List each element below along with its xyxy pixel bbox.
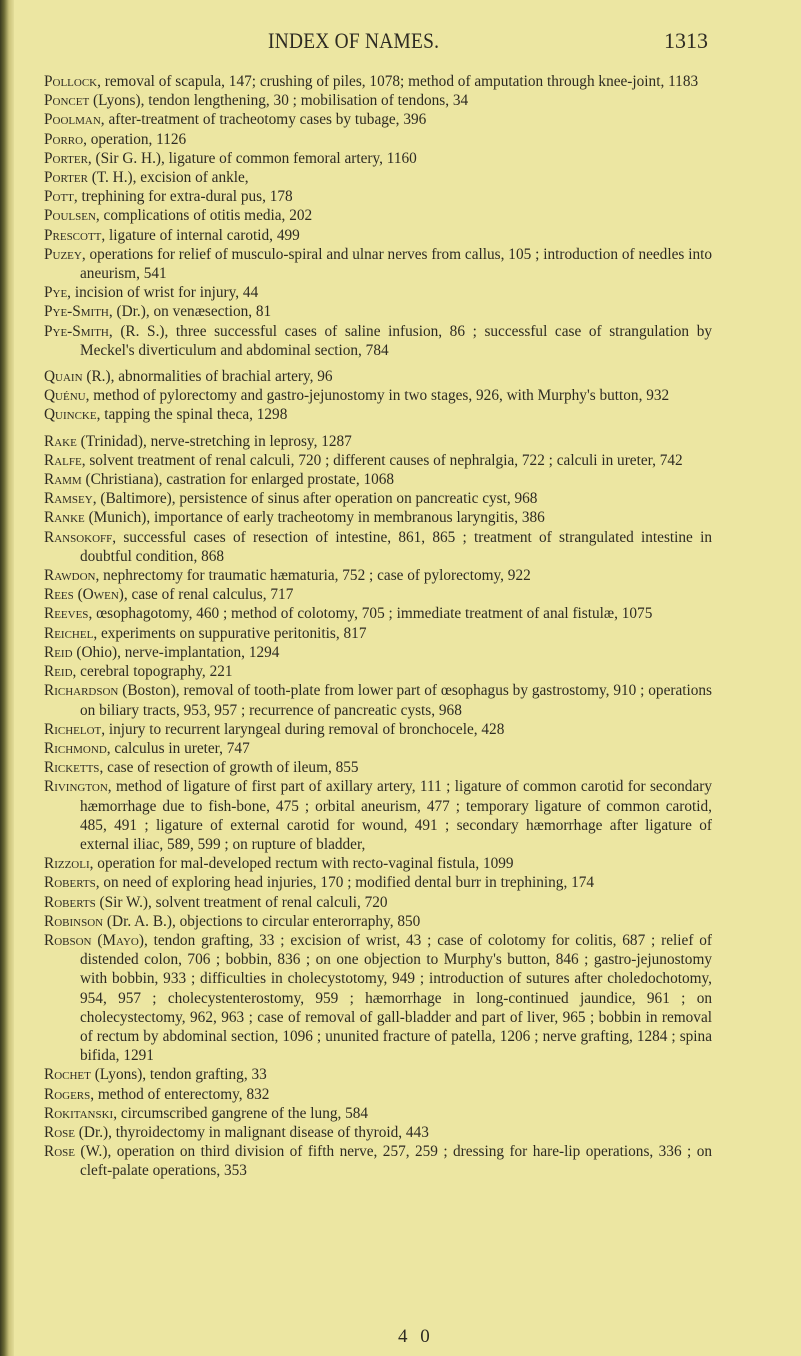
index-letter-group — [44, 367, 712, 425]
entry-text: (W.), operation on third division of fifth nerve, 257, 259 ; dressing for hare-lip operations, 336 ; on cleft-palate operations, 353 — [74, 1143, 712, 1180]
entry-text: , (Sir G. H.), ligature of common femoral artery, 1160 — [87, 149, 417, 167]
entry-text: , incision of wrist for injury, 44 — [67, 284, 259, 302]
page-number: 1313 — [664, 28, 708, 53]
entry-name: Pott — [44, 188, 74, 206]
index-entry — [44, 1065, 712, 1084]
index-entry — [44, 322, 712, 360]
entry-name: Poncet — [44, 92, 90, 110]
entry-text: (Christiana), castration for enlarged prostate, 1068 — [81, 471, 395, 489]
entry-text: , operations for relief of musculo-spiral and ulnar nerves from callus, 105 ; introduction of needles into aneurism, 541 — [80, 245, 712, 283]
entry-name: Poulsen — [44, 207, 96, 225]
signature-mark: 4 0 — [398, 1326, 434, 1347]
index-entry — [44, 386, 712, 405]
entry-text: (Dr. A. B.), objections to circular enterorraphy, 850 — [103, 912, 421, 930]
entry-name: Roberts — [44, 893, 96, 911]
index-entry — [44, 149, 712, 168]
entry-name: Ramsey — [44, 490, 93, 508]
entry-text: , experiments on suppurative peritonitis, 817 — [93, 624, 367, 642]
entry-name: Porro — [44, 130, 84, 148]
entry-text: , complications of otitis media, 202 — [95, 207, 313, 225]
entry-name: Reid — [44, 643, 73, 661]
entry-name: Quénu — [44, 387, 86, 405]
index-letter-group — [44, 72, 712, 360]
entry-text: , injury to recurrent laryngeal during removal of bronchocele, 428 — [101, 720, 505, 738]
entry-text: , after-treatment of tracheotomy cases by tubage, 396 — [100, 111, 427, 129]
entry-text: (Ohio), nerve-implantation, 1294 — [72, 643, 280, 661]
entry-text: , trephining for extra-dural pus, 178 — [73, 188, 293, 206]
entry-text: , tapping the spinal theca, 1298 — [96, 406, 288, 424]
entry-text: , solvent treatment of renal calculi, 720 ; different causes of nephralgia, 722 ; calculi in ureter, 742 — [81, 451, 683, 469]
entry-name: Rose — [44, 1123, 75, 1141]
entry-name: Quain — [44, 368, 83, 386]
index-entry — [44, 893, 712, 912]
entry-name: Porter — [44, 149, 88, 167]
index-entry — [44, 432, 712, 451]
index-entry — [44, 367, 712, 386]
entry-name: Poolman — [44, 111, 101, 129]
entry-text: , operation, 1126 — [83, 130, 187, 148]
entry-name: Pye-Smith — [44, 322, 109, 340]
entry-text: , method of ligature of first part of axillary artery, 111 ; ligature of common carotid for secondary hæmorrhage due to fish-bone, 475 ; orbital aneurism, 477 ; temporary ligature of common carotid, 485, 491 ; ligature of external carotid for wound, 491 ; secondary hæmorrhage after ligature of external iliac, 589, 599 ; on rupture of bladder, — [80, 778, 712, 853]
entry-text: (Trinidad), nerve-stretching in leprosy, 1287 — [76, 432, 352, 450]
entry-name: Rees (Owen) — [44, 586, 124, 604]
index-entry — [44, 508, 712, 527]
entry-name: Ranke — [44, 509, 85, 527]
entry-text: , case of resection of growth of ileum, 855 — [99, 759, 359, 777]
entry-text: , method of pylorectomy and gastro-jejunostomy in two stages, 926, with Murphy's button, 932 — [85, 387, 670, 405]
index-entry — [44, 873, 712, 892]
entry-name: Puzey — [44, 245, 82, 263]
index-entry — [44, 720, 712, 739]
entry-text: (Lyons), tendon grafting, 33 — [90, 1066, 267, 1084]
entry-name: Pye-Smith — [44, 303, 109, 321]
entry-name: Prescott — [44, 226, 102, 244]
entry-text: , (Dr.), on venæsection, 81 — [108, 303, 272, 321]
page-title: INDEX OF NAMES. — [268, 28, 440, 53]
index-entry — [44, 528, 712, 566]
entry-text: , removal of scapula, 147; crushing of piles, 1078; method of amputation through knee-joint, 1183 — [97, 73, 699, 90]
index-entry — [44, 604, 712, 623]
entry-name: Roberts — [44, 874, 96, 892]
entry-text: , œsophagotomy, 460 ; method of colotomy, 705 ; immediate treatment of anal fistulæ, 1075 — [88, 605, 653, 623]
index-entry — [44, 489, 712, 508]
index-entry — [44, 662, 712, 681]
index-entry — [44, 681, 712, 719]
entry-text: (Boston), removal of tooth-plate from lower part of œsophagus by gastrostomy, 910 ; operations on biliary tracts, 953, 957 ; recurrence of pancreatic cysts, 968 — [80, 682, 712, 719]
entry-name: Richelot — [44, 720, 102, 738]
index-entry — [44, 854, 712, 873]
index-entry — [44, 912, 712, 931]
index-entry — [44, 110, 712, 129]
index-entry — [44, 585, 712, 604]
index-letter-group — [44, 432, 712, 1181]
entry-text: , successful cases of resection of intestine, 861, 865 ; treatment of strangulated intestine in doubtful condition, 868 — [80, 528, 712, 565]
index-entry — [44, 130, 712, 149]
index-entry — [44, 470, 712, 489]
index-entry — [44, 777, 712, 854]
entry-name: Reeves — [44, 605, 89, 623]
entry-name: Pye — [44, 284, 68, 302]
index-entry — [44, 405, 712, 424]
entry-name: Pollock — [44, 73, 98, 90]
entry-text: , (Baltimore), persistence of sinus after operation on pancreatic cyst, 968 — [92, 490, 538, 508]
index-entry — [44, 72, 712, 91]
index-entry — [44, 91, 712, 110]
entry-name: Porter — [44, 169, 88, 187]
book-binding-edge — [0, 0, 14, 1356]
index-entry — [44, 1142, 712, 1180]
entry-name: Rizzoli — [44, 855, 90, 873]
entry-name: Rogers — [44, 1085, 91, 1103]
index-body — [44, 72, 712, 1188]
entry-name: Rawdon — [44, 567, 96, 585]
index-entry — [44, 643, 712, 662]
entry-text: (Lyons), tendon lengthening, 30 ; mobilisation of tendons, 34 — [89, 92, 469, 110]
entry-text: , circumscribed gangrene of the lung, 584 — [113, 1104, 369, 1122]
entry-text: (Munich), importance of early tracheotomy in membranous laryngitis, 386 — [84, 509, 545, 527]
entry-name: Ransokoff — [44, 528, 113, 546]
entry-name: Ralfe — [44, 451, 82, 469]
entry-text: (Sir W.), solvent treatment of renal calculi, 720 — [95, 893, 388, 911]
index-entry — [44, 739, 712, 758]
entry-name: Reichel — [44, 624, 94, 642]
entry-text: , tendon grafting, 33 ; excision of wrist, 43 ; case of colotomy for colitis, 687 ; relief of distended colon, 706 ; bobbin, 836 ; on one objection to Murphy's button, 846 ; gastro-jejunostomy with bobbin, 933 ; difficulties in cholecystotomy, 949 ; introduction of sutures after choledochotomy, 954, 957 ; cholecystenterostomy, 959 ; hæmorrhage in long-continued jaundice, 961 ; on cholecystectomy, 962, 963 ; case of removal of gall-bladder and part of liver, 965 ; bobbin in removal of rectum by abdominal section, 1096 ; ununited fracture of patella, 1206 ; nerve grafting, 1284 ; spina bifida, 1291 — [80, 931, 712, 1065]
entry-text: , method of enterectomy, 832 — [90, 1085, 270, 1103]
entry-name: Rose — [44, 1143, 75, 1161]
index-entry — [44, 226, 712, 245]
entry-name: Rake — [44, 432, 77, 450]
index-entry — [44, 1085, 712, 1104]
entry-text: , operation for mal-developed rectum with recto-vaginal fistula, 1099 — [89, 855, 514, 873]
entry-name: Richardson — [44, 682, 119, 700]
index-entry — [44, 187, 712, 206]
entry-text: , nephrectomy for traumatic hæmaturia, 752 ; case of pylorectomy, 922 — [95, 567, 531, 585]
entry-text: , ligature of internal carotid, 499 — [101, 226, 300, 244]
entry-text: (Dr.), thyroidectomy in malignant disease of thyroid, 443 — [74, 1123, 429, 1141]
index-entry — [44, 931, 712, 1065]
entry-text: , cerebral topography, 221 — [72, 663, 233, 681]
entry-name: Reid — [44, 663, 73, 681]
entry-name: Rokitanski — [44, 1104, 114, 1122]
entry-text: (T. H.), excision of ankle, — [87, 169, 249, 187]
entry-name: Ricketts — [44, 759, 100, 777]
index-entry — [44, 1123, 712, 1142]
index-entry — [44, 206, 712, 225]
entry-name: Richmond — [44, 739, 107, 757]
entry-name: Robinson — [44, 912, 104, 930]
entry-text: , (R. S.), three successful cases of saline infusion, 86 ; successful case of strangulation by Meckel's diverticulum and abdominal section, 784 — [80, 322, 712, 359]
index-entry — [44, 566, 712, 585]
index-entry — [44, 168, 712, 187]
index-entry — [44, 1104, 712, 1123]
index-entry — [44, 245, 712, 283]
entry-text: , on need of exploring head injuries, 170 ; modified dental burr in trephining, 174 — [95, 874, 595, 892]
entry-name: Quincke — [44, 406, 97, 424]
index-entry — [44, 451, 712, 470]
page-header — [0, 28, 801, 58]
entry-text: (R.), abnormalities of brachial artery, 96 — [82, 368, 333, 386]
entry-name: Rochet — [44, 1066, 91, 1084]
index-entry — [44, 283, 712, 302]
index-entry — [44, 624, 712, 643]
entry-name: Ramm — [44, 471, 82, 489]
entry-text: , case of renal calculus, 717 — [123, 586, 294, 604]
entry-name: Robson (Mayo) — [44, 931, 144, 949]
entry-name: Rivington — [44, 778, 108, 796]
index-entry — [44, 302, 712, 321]
entry-text: , calculus in ureter, 747 — [106, 739, 250, 757]
index-entry — [44, 758, 712, 777]
